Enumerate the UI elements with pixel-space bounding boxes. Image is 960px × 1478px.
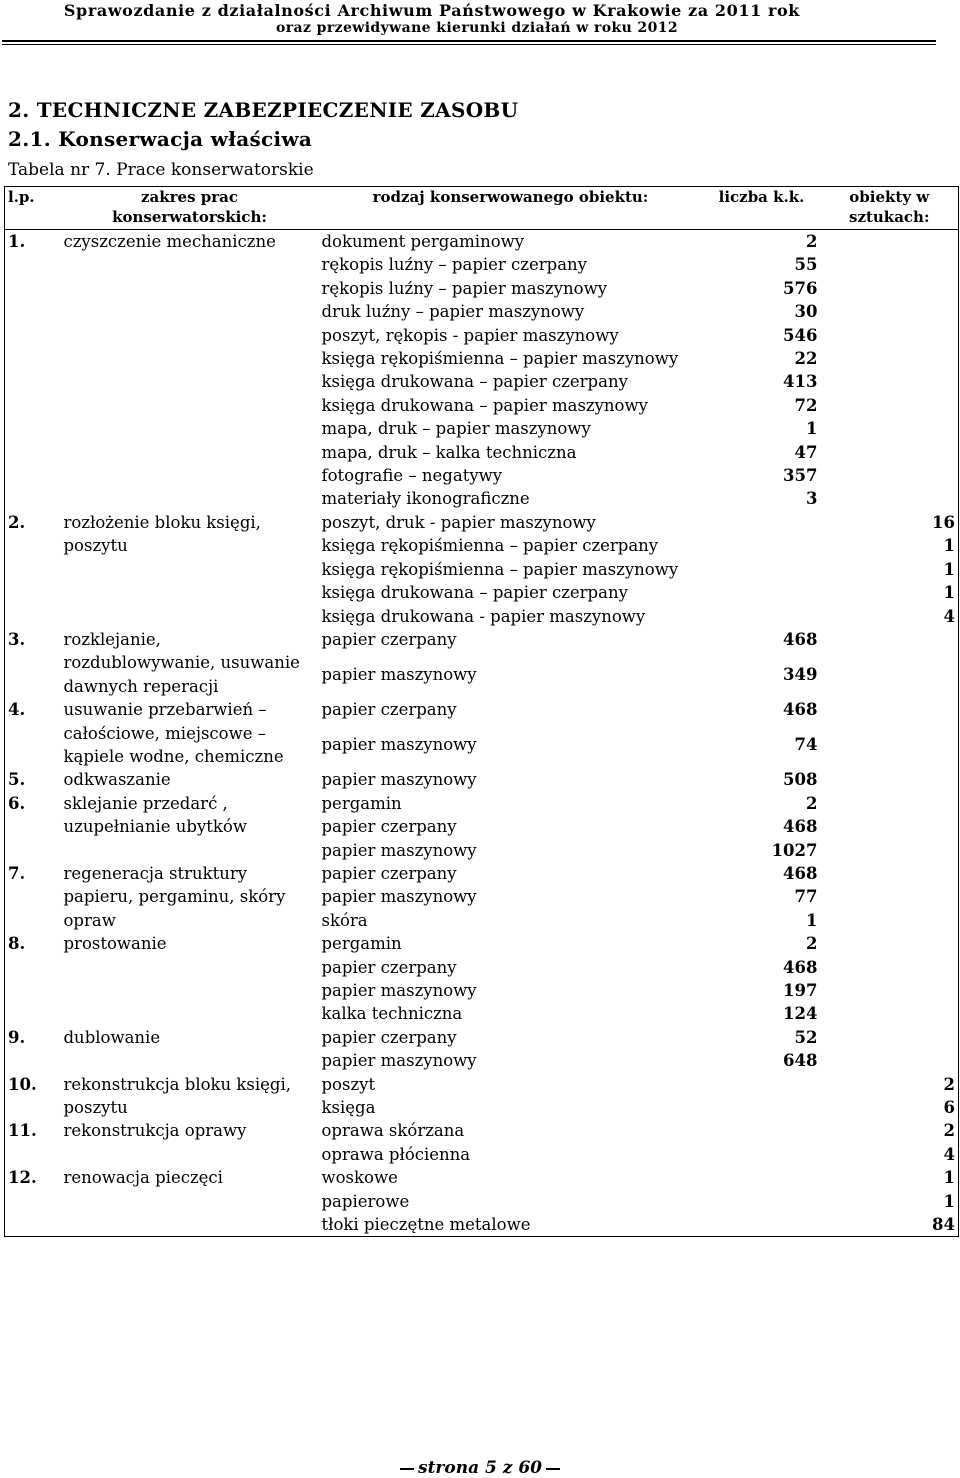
object-type: poszyt, druk - papier maszynowy	[321, 512, 596, 532]
row-number: 9.	[8, 1027, 26, 1047]
work-scope: rekonstrukcja bloku księgi, poszytu	[63, 1074, 291, 1118]
work-scope: prostowanie	[63, 934, 167, 954]
table-body	[5, 230, 959, 1237]
count-pieces	[821, 979, 959, 1002]
count-kk	[703, 1096, 821, 1119]
object-type: fotografie – negatywy	[321, 466, 503, 486]
work-scope: regeneracja struktury papieru, pergaminu, skóry opraw	[63, 863, 286, 930]
count-pieces	[821, 464, 959, 487]
header-line-1: Sprawozdanie z działalności Archiwum Państwowego w Krakowie za 2011 rok	[63, 1, 800, 20]
count-kk: 52	[794, 1027, 818, 1047]
table-row	[5, 1166, 959, 1189]
row-number: 12.	[8, 1168, 37, 1188]
object-type: księga drukowana - papier maszynowy	[321, 606, 646, 626]
row-number: 2.	[8, 512, 26, 532]
count-pieces: 2	[943, 1074, 955, 1094]
object-type: druk luźny – papier maszynowy	[321, 302, 585, 322]
count-pieces: 6	[943, 1098, 955, 1118]
count-kk: 72	[794, 395, 818, 415]
row-number: 8.	[8, 934, 26, 954]
object-type: papier czerpany	[321, 700, 457, 720]
count-kk	[703, 1166, 821, 1189]
table-row	[5, 862, 959, 885]
table-row	[5, 792, 959, 815]
header-line-2: oraz przewidywane kierunki działań w roku 2012	[276, 20, 678, 36]
header-rodzaj: rodzaj konserwowanego obiektu:	[319, 187, 703, 230]
object-type: księga rękopiśmienna – papier maszynowy	[321, 559, 679, 579]
count-kk: 2	[806, 232, 818, 251]
count-pieces: 4	[943, 606, 955, 626]
object-type: papier czerpany	[321, 817, 457, 837]
header-lp: l.p.	[5, 187, 61, 230]
table-row	[5, 698, 959, 733]
header-liczba: liczba k.k.	[703, 187, 821, 230]
count-pieces	[821, 347, 959, 370]
table-header-row	[5, 187, 959, 230]
count-kk: 648	[783, 1051, 818, 1071]
header-zakres: zakres prac konserwatorskich:	[61, 187, 319, 230]
count-pieces	[821, 370, 959, 393]
object-type: dokument pergaminowy	[321, 232, 525, 251]
count-pieces	[821, 792, 959, 815]
count-pieces	[821, 417, 959, 440]
count-pieces: 1	[943, 583, 955, 603]
count-kk	[703, 1143, 821, 1166]
count-kk: 30	[794, 302, 818, 322]
row-number: 10.	[8, 1074, 37, 1094]
count-kk	[703, 1213, 821, 1237]
object-type: papier maszynowy	[321, 1051, 477, 1071]
object-type: papier maszynowy	[321, 981, 477, 1000]
count-kk	[703, 1073, 821, 1096]
object-type: woskowe	[321, 1168, 398, 1188]
count-kk	[703, 534, 821, 557]
section-title: 2. TECHNICZNE ZABEZPIECZENIE ZASOBU	[8, 98, 519, 122]
object-type: papier maszynowy	[321, 887, 477, 907]
object-type: księga rękopiśmienna – papier maszynowy	[321, 349, 679, 369]
table-caption: Tabela nr 7. Prace konserwatorskie	[8, 160, 314, 180]
work-scope: dublowanie	[63, 1027, 161, 1047]
object-type: papier maszynowy	[321, 840, 477, 860]
work-scope: czyszczenie mechaniczne	[63, 232, 276, 251]
object-type: oprawa skórzana	[321, 1121, 465, 1141]
count-pieces: 16	[932, 512, 955, 532]
row-number: 11.	[8, 1121, 37, 1141]
object-type: papier czerpany	[321, 629, 457, 649]
work-scope: rozłożenie bloku księgi, poszytu	[63, 512, 261, 556]
count-pieces	[821, 277, 959, 300]
count-kk: 576	[783, 278, 818, 298]
object-type: papier maszynowy	[321, 665, 477, 685]
count-pieces	[821, 487, 959, 510]
object-type: księga drukowana – papier czerpany	[321, 372, 628, 392]
object-type: papierowe	[321, 1191, 410, 1211]
row-number: 1.	[8, 232, 26, 251]
object-type: papier maszynowy	[321, 770, 477, 790]
count-kk: 357	[783, 466, 818, 486]
count-pieces: 2	[943, 1121, 955, 1141]
page-number: strona 5 z 60	[418, 1458, 542, 1478]
count-kk: 413	[783, 372, 818, 392]
count-pieces	[821, 815, 959, 838]
object-type: kalka techniczna	[321, 1004, 463, 1024]
count-pieces	[821, 885, 959, 908]
count-kk	[703, 558, 821, 581]
count-kk: 3	[806, 489, 818, 509]
footer-dash-left	[400, 1468, 414, 1470]
count-pieces	[821, 1049, 959, 1072]
object-type: papier maszynowy	[321, 735, 477, 755]
count-kk: 2	[806, 934, 818, 954]
table-row	[5, 628, 959, 663]
object-type: księga rękopiśmienna – papier czerpany	[321, 536, 659, 556]
subsection-title: 2.1. Konserwacja właściwa	[8, 127, 313, 151]
table-row	[5, 1026, 959, 1049]
count-kk	[703, 1119, 821, 1142]
count-kk: 22	[794, 349, 818, 369]
count-kk: 124	[783, 1004, 818, 1024]
count-kk: 55	[794, 255, 818, 275]
count-kk: 508	[783, 770, 818, 790]
count-pieces: 1	[943, 536, 955, 556]
object-type: papier czerpany	[321, 957, 457, 977]
count-pieces	[821, 932, 959, 955]
count-pieces	[821, 441, 959, 464]
count-kk: 468	[783, 629, 818, 649]
count-kk: 1	[806, 419, 818, 439]
count-pieces	[821, 300, 959, 323]
count-pieces	[821, 394, 959, 417]
count-pieces	[821, 1026, 959, 1049]
count-pieces	[821, 909, 959, 932]
work-scope: renowacja pieczęci	[63, 1168, 223, 1188]
object-type: tłoki pieczętne metalowe	[321, 1215, 531, 1235]
count-kk	[703, 1190, 821, 1213]
table-row	[5, 230, 959, 254]
count-kk: 349	[783, 665, 818, 685]
count-kk: 468	[783, 957, 818, 977]
header-obiekty: obiekty w sztukach:	[821, 187, 959, 230]
count-pieces: 1	[943, 1191, 955, 1211]
header-rule-thick	[2, 40, 936, 42]
count-kk: 197	[783, 981, 818, 1000]
count-kk: 468	[783, 863, 818, 883]
work-scope: odkwaszanie	[63, 770, 171, 790]
count-pieces	[821, 862, 959, 885]
count-pieces	[821, 663, 959, 698]
object-type: mapa, druk – papier maszynowy	[321, 419, 591, 439]
count-pieces	[821, 1002, 959, 1025]
count-kk: 47	[794, 442, 818, 462]
work-scope: sklejanie przedarć , uzupełnianie ubytków	[63, 793, 247, 837]
count-pieces	[821, 628, 959, 663]
count-kk	[703, 581, 821, 604]
count-pieces	[821, 698, 959, 733]
object-type: papier czerpany	[321, 863, 457, 883]
object-type: poszyt	[321, 1074, 376, 1094]
conservation-table	[4, 186, 959, 1237]
row-number: 7.	[8, 863, 26, 883]
page-footer	[0, 1458, 960, 1478]
row-number: 3.	[8, 629, 26, 649]
count-pieces	[821, 324, 959, 347]
row-number: 5.	[8, 770, 26, 790]
count-pieces	[821, 733, 959, 768]
count-pieces: 4	[943, 1144, 955, 1164]
count-pieces: 1	[943, 559, 955, 579]
count-pieces: 84	[932, 1215, 955, 1235]
count-kk: 1027	[771, 840, 818, 860]
footer-dash-right	[546, 1468, 560, 1470]
count-kk: 2	[806, 793, 818, 813]
count-kk	[703, 511, 821, 534]
count-pieces	[821, 956, 959, 979]
table-row	[5, 1073, 959, 1096]
table-row	[5, 768, 959, 791]
count-kk: 1	[806, 910, 818, 930]
count-pieces	[821, 230, 959, 254]
row-number: 6.	[8, 793, 26, 813]
count-kk: 468	[783, 817, 818, 837]
work-scope: rekonstrukcja oprawy	[63, 1121, 247, 1141]
count-kk: 468	[783, 700, 818, 720]
row-number: 4.	[8, 700, 26, 720]
object-type: księga	[321, 1098, 376, 1118]
count-kk: 77	[794, 887, 818, 907]
table-row	[5, 932, 959, 955]
object-type: oprawa płócienna	[321, 1144, 471, 1164]
count-kk	[703, 605, 821, 628]
count-pieces	[821, 839, 959, 862]
table-row	[5, 1119, 959, 1142]
work-scope: usuwanie przebarwień – całościowe, miejscowe – kąpiele wodne, chemiczne	[63, 700, 284, 766]
object-type: mapa, druk – kalka techniczna	[321, 442, 577, 462]
count-pieces	[821, 253, 959, 276]
object-type: poszyt, rękopis - papier maszynowy	[321, 325, 619, 345]
object-type: rękopis luźny – papier maszynowy	[321, 278, 608, 298]
object-type: pergamin	[321, 934, 402, 954]
object-type: materiały ikonograficzne	[321, 489, 530, 509]
count-pieces	[821, 768, 959, 791]
table-row	[5, 511, 959, 534]
object-type: księga drukowana – papier maszynowy	[321, 395, 648, 415]
count-kk: 546	[783, 325, 818, 345]
object-type: skóra	[321, 910, 368, 930]
count-kk: 74	[794, 735, 818, 755]
object-type: pergamin	[321, 793, 402, 813]
object-type: rękopis luźny – papier czerpany	[321, 255, 587, 275]
object-type: papier czerpany	[321, 1027, 457, 1047]
count-pieces: 1	[943, 1168, 955, 1188]
object-type: księga drukowana – papier czerpany	[321, 583, 628, 603]
header-rule-thin	[2, 44, 936, 45]
work-scope: rozklejanie, rozdublowywanie, usuwanie dawnych reperacji	[63, 629, 300, 696]
